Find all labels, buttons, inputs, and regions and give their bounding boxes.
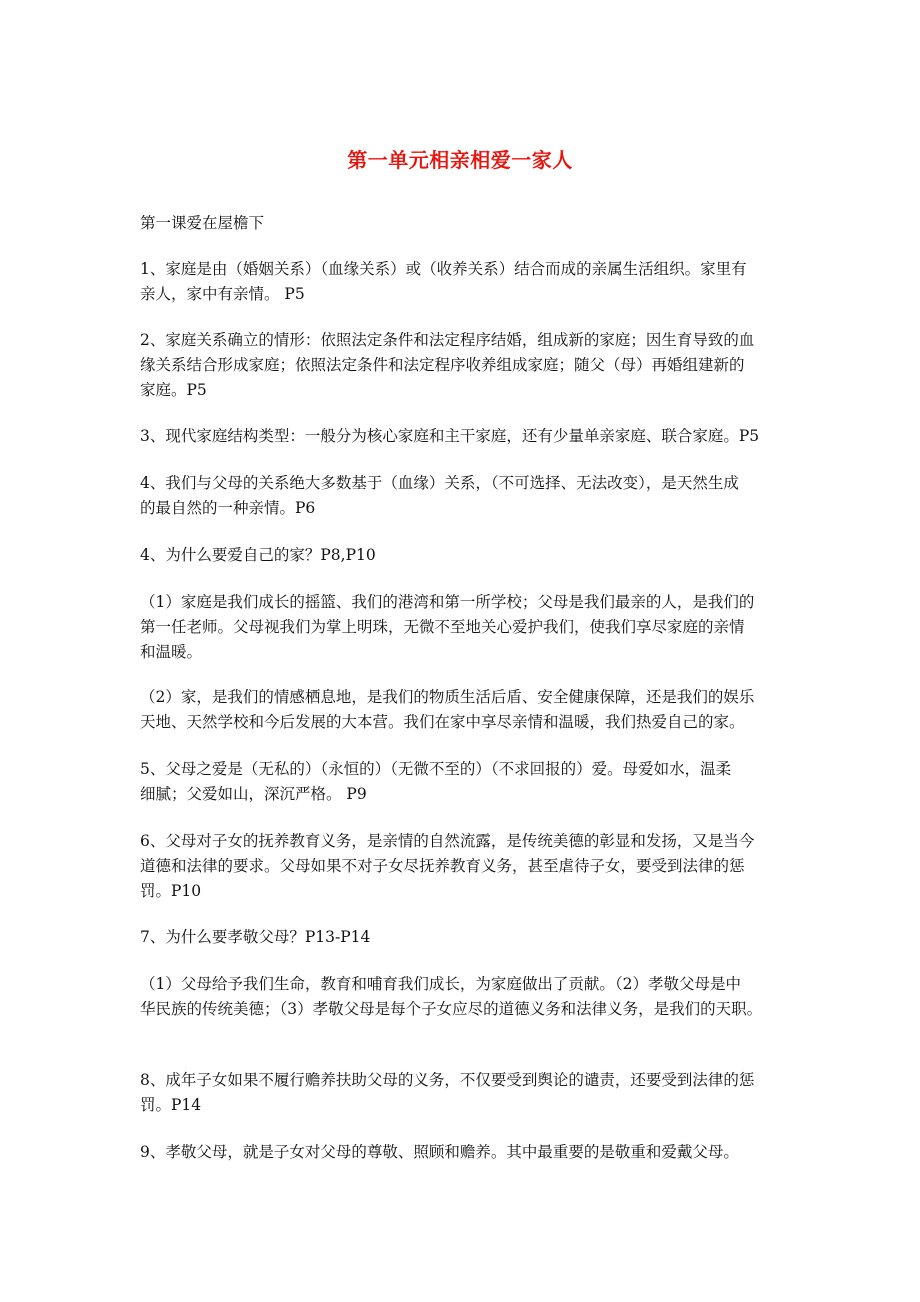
lesson-heading — [140, 211, 800, 236]
paragraph-8 — [140, 1068, 800, 1118]
paragraph-3 — [140, 424, 800, 449]
text-line: 细腻；父爱如山，深沉严格。 P9 — [140, 785, 367, 803]
text-line: （2）家，是我们的情感栖息地，是我们的物质生活后盾、安全健康保障，还是我们的娱乐 — [140, 688, 755, 706]
paragraph-6 — [140, 829, 800, 904]
text-line: 道德和法律的要求。父母如果不对子女尽抚养教育义务，甚至虐待子女，要受到法律的惩 — [140, 857, 745, 875]
paragraph-7-answer — [140, 972, 800, 1022]
paragraph-4 — [140, 471, 800, 521]
text-line: 第一课爱在屋檐下 — [140, 214, 265, 232]
paragraph-2 — [140, 328, 800, 403]
text-line: 7、为什么要孝敬父母？P13-P14 — [140, 928, 371, 946]
text-line: 8、成年子女如果不履行赡养扶助父母的义务，不仅要受到舆论的谴责，还要受到法律的惩 — [140, 1071, 755, 1089]
text-line: 3、现代家庭结构类型：一般分为核心家庭和主干家庭，还有少量单亲家庭、联合家庭。P5 — [140, 427, 760, 445]
text-line: 4、我们与父母的关系绝大多数基于（血缘）关系，（不可选择、无法改变），是天然生成 — [140, 474, 739, 492]
paragraph-1 — [140, 257, 800, 307]
text-line: 天地、天然学校和今后发展的大本营。我们在家中享尽亲情和温暖，我们热爱自己的家。 — [140, 713, 745, 731]
text-line: （1）父母给予我们生命，教育和哺育我们成长，为家庭做出了贡献。（2）孝敬父母是中 — [140, 975, 741, 993]
text-line: （1）家庭是我们成长的摇篮、我们的港湾和第一所学校；父母是我们最亲的人，是我们的 — [140, 593, 755, 611]
paragraph-4-answer-1 — [140, 590, 800, 665]
text-line: 5、父母之爱是（无私的）（永恒的）（无微不至的）（不求回报的）爱。母爱如水，温柔 — [140, 760, 732, 778]
paragraph-4-answer-2 — [140, 685, 800, 735]
text-line: 第一任老师。父母视我们为掌上明珠，无微不至地关心爱护我们，使我们享尽家庭的亲情 — [140, 618, 745, 636]
paragraph-4-question — [140, 543, 800, 568]
text-line: 和温暖。 — [140, 643, 203, 661]
text-line: 9、孝敬父母，就是子女对父母的尊敬、照顾和赡养。其中最重要的是敬重和爱戴父母。 — [140, 1143, 739, 1161]
paragraph-9 — [140, 1140, 800, 1165]
text-line: 1、家庭是由（婚姻关系）（血缘关系）或（收养关系）结合而成的亲属生活组织。家里有 — [140, 260, 747, 278]
text-line: 亲人，家中有亲情。 P5 — [140, 285, 305, 303]
text-line: 4、为什么要爱自己的家？P8,P10 — [140, 546, 376, 564]
text-line: 的最自然的一种亲情。P6 — [140, 499, 316, 517]
paragraph-7 — [140, 925, 800, 950]
text-line: 罚。P10 — [140, 882, 202, 900]
page-title: 第一单元相亲相爱一家人 — [347, 148, 573, 172]
text-line: 缘关系结合形成家庭；依照法定条件和法定程序收养组成家庭；随父（母）再婚组建新的 — [140, 356, 745, 374]
paragraph-5 — [140, 757, 800, 807]
text-line: 2、家庭关系确立的情形：依照法定条件和法定程序结婚，组成新的家庭；因生育导致的血 — [140, 331, 755, 349]
text-line: 6、父母对子女的抚养教育义务，是亲情的自然流露，是传统美德的彰显和发扬，又是当今 — [140, 832, 755, 850]
text-line: 家庭。P5 — [140, 381, 207, 399]
text-line: 华民族的传统美德；（3）孝敬父母是每个子女应尽的道德义务和法律义务，是我们的天职。 — [140, 1000, 763, 1018]
text-line: 罚。P14 — [140, 1096, 202, 1114]
